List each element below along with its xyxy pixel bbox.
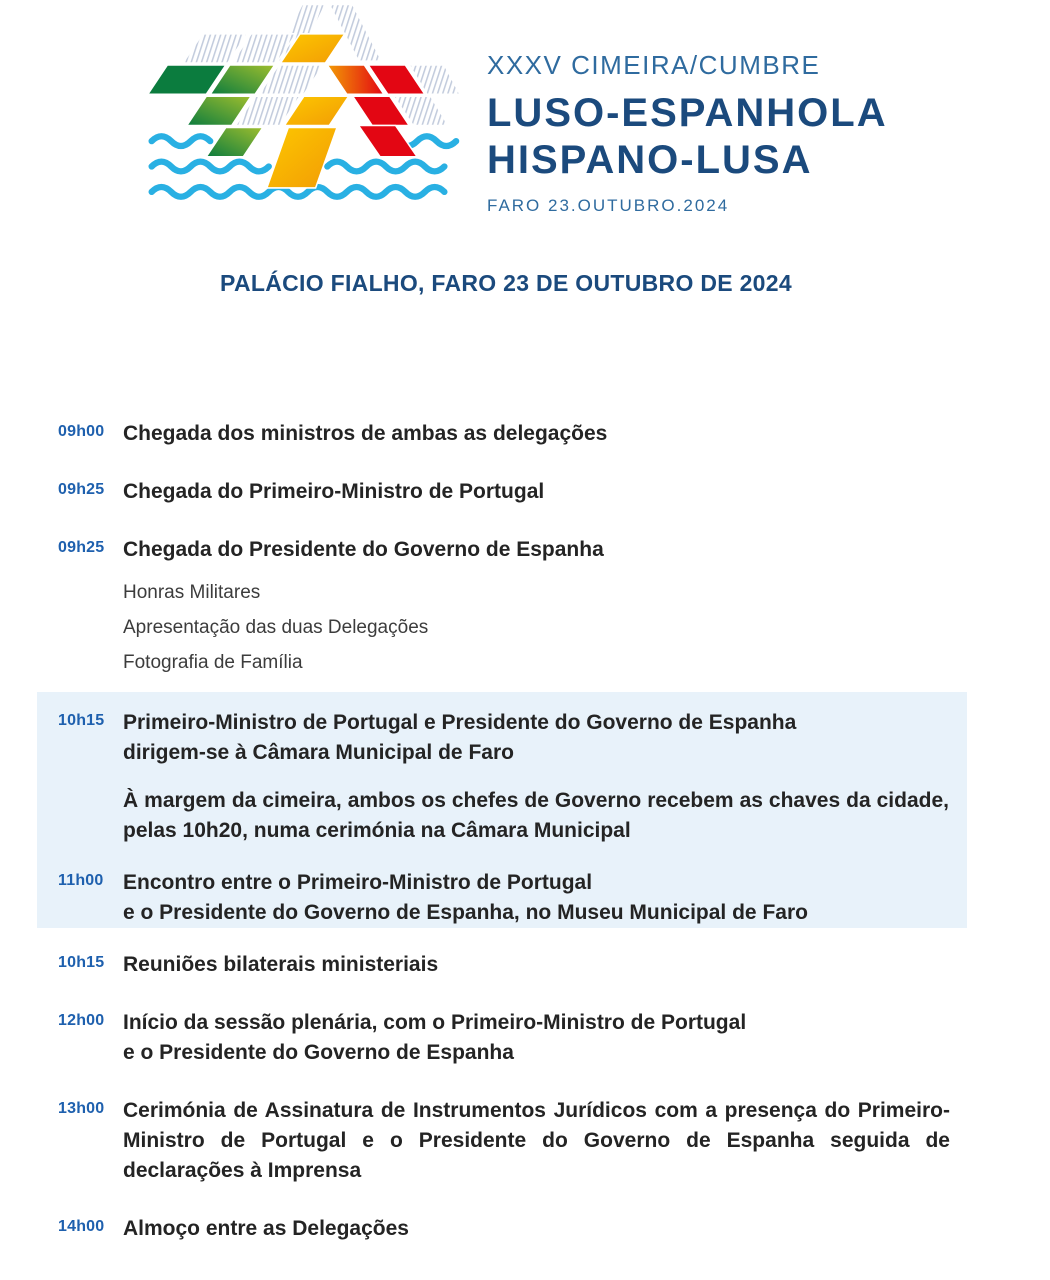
item-time: 10h15 [58,954,105,971]
item-body [123,1096,950,1186]
item-time: 09h25 [58,539,105,556]
item-body [123,535,950,680]
item-text: Encontro entre o Primeiro-Ministro de Portugal e o Presidente do Governo de Espanha, no Museu Municipal de Faro [123,871,808,924]
item-text: Início da sessão plenária, com o Primeiro-Ministro de Portugal e o Presidente do Governo de Espanha [123,1011,747,1064]
item-body [123,477,950,507]
sub-activity: Apresentação das duas Delegações [123,617,429,638]
item-text: Chegada dos ministros de ambas as delegações [123,422,608,445]
date-line: FARO 23.OUTUBRO.2024 [487,196,730,215]
item-time: 14h00 [58,1218,105,1235]
header [0,0,1050,215]
item-body [123,419,950,449]
schedule-item [58,950,950,980]
item-body [123,708,949,846]
page-title: PALÁCIO FIALHO, FARO 23 DE OUTUBRO DE 2024 [220,270,792,296]
title-line-2: HISPANO-LUSA [487,138,813,182]
edition-line: XXXV CIMEIRA/CUMBRE [487,50,821,80]
item-time: 10h15 [58,712,105,729]
item-text: Chegada do Presidente do Governo de Espanha [123,538,604,561]
schedule-item [58,868,949,928]
schedule-item [58,708,949,846]
schedule [58,419,950,1244]
summit-logo [138,2,460,210]
schedule-item [58,477,950,507]
item-text: Primeiro-Ministro de Portugal e Presidente do Governo de Espanha dirigem-se à Câmara Municipal de Faro [123,711,797,764]
title-line-1: LUSO-ESPANHOLA [487,91,888,135]
schedule-item [58,1008,950,1068]
header-text [487,50,888,216]
schedule-item [58,535,950,680]
item-body [123,868,949,928]
item-body [123,1008,950,1068]
sub-activity: Fotografia de Família [123,652,303,673]
item-time: 13h00 [58,1100,105,1117]
schedule-item [58,1214,950,1244]
item-time: 12h00 [58,1012,105,1029]
diamond-waves-logo-icon [138,2,460,210]
item-text: Almoço entre as Delegações [123,1217,409,1240]
item-body [123,1214,950,1244]
item-time: 11h00 [58,872,104,889]
sub-activities [123,575,950,680]
item-text: Chegada do Primeiro-Ministro de Portugal [123,480,545,503]
schedule-item [58,419,950,449]
highlight-block [37,692,967,928]
item-time: 09h00 [58,423,105,440]
item-body [123,950,950,980]
item-text: Reuniões bilaterais ministeriais [123,953,439,976]
item-text: Cerimónia de Assinatura de Instrumentos Jurídicos com a presença do Primeiro-Ministro de Portugal e o Presidente do Governo de Espanha seguida de declarações à Imprensa [123,1099,950,1182]
schedule-item [58,1096,950,1186]
sub-activity: Honras Militares [123,582,261,603]
item-note: À margem da cimeira, ambos os chefes de Governo recebem as chaves da cidade, pelas 10h20, numa cerimónia na Câmara Municipal [123,789,949,842]
item-time: 09h25 [58,481,105,498]
